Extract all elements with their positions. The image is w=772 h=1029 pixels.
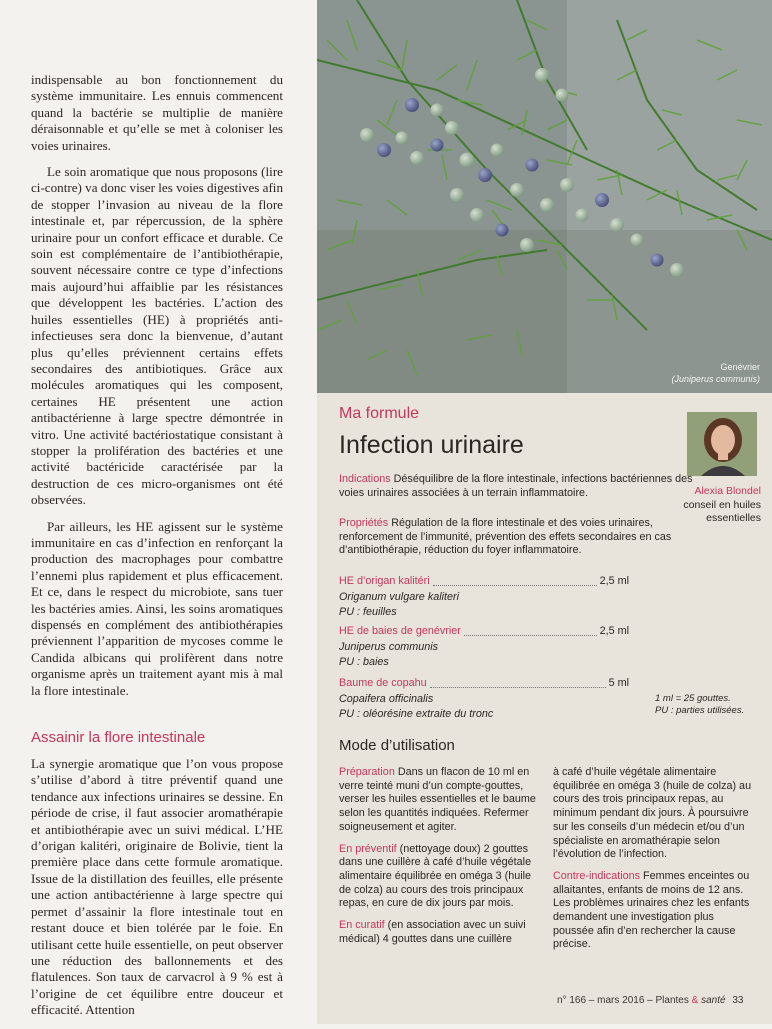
- article-paragraph: Par ailleurs, les HE agissent sur le système immunitaire en cas d’infection en renforçant la production des macrophages pour combattre l’ennemi plus rapidement et plus efficacement. Et ce, dans le respect du microbiote, sans tuer les bactéries amies. Ainsi, les soins aromatiques dispensés en complément des antibiothérapies préviennent l’apparition de mycoses comme le Candida albicans qui prolifèrent dans notre organisme après un traitement ayant mis à mal la flore intestinale.: [31, 518, 283, 698]
- ingredient-qty: 5 ml: [608, 677, 629, 689]
- preparation: [339, 766, 539, 835]
- ingredient-qty: 2,5 ml: [599, 625, 629, 637]
- ingredient: [339, 676, 629, 723]
- ingredient: [339, 624, 629, 671]
- page-footer: [557, 995, 743, 1006]
- juniper-photo: [317, 0, 772, 393]
- ingredient-name: HE d’origan kalitéri: [339, 575, 430, 587]
- preventive-label: En préventif: [339, 842, 397, 855]
- dosage-note: [655, 693, 765, 717]
- mode-right-column: [553, 766, 753, 960]
- preparation-text: Dans un flacon de 10 ml en verre teinté muni d’un compte-gouttes, verser les huiles essentielles et le baume selon les quantités indiquées. Refermer soigneusement et agiter.: [339, 766, 536, 833]
- curative: [339, 919, 539, 946]
- issue-info: n° 166 – mars 2016 –: [557, 995, 653, 1006]
- properties-label: Propriétés: [339, 517, 389, 529]
- article-paragraph: Le soin aromatique que nous proposons (lire ci-contre) va donc viser les voies digestives afin de stopper l’invasion au niveau de la flore intestinale et, par répercussion, de la sphère urinaire pour un confort efficace et durable. Ce soin est complémentaire de l’antibiothérapie, souvent nécessaire contre ce type d’infections mais aujourd’hui affaiblie par les résistances que développent les bactéries. L’action des huiles essentielles (HE) à propriétés anti-infectieuses sera donc la bienvenue, d’autant plus qu’elles préviennent certains effets secondaires des antibiotiques. Grâce aux molécules aromatiques qui les composent, certaines HE présentent une action antibactérienne à large spectre démontrée in vitro. Une activité bactériostatique consistant à stopper la prolifération des bactéries et une activité bactéricide caractérisée par la destruction de ces micro-organismes ont été observées.: [31, 164, 283, 508]
- page-number: 33: [732, 995, 744, 1006]
- author-portrait: [687, 412, 757, 476]
- formula-kicker: Ma formule: [339, 405, 420, 422]
- mode-title: Mode d’utilisation: [339, 737, 455, 754]
- magazine-ampersand: &: [691, 995, 699, 1006]
- contraindications-label: Contre-indications: [553, 869, 641, 882]
- ingredient-qty: 2,5 ml: [599, 575, 629, 587]
- indications-text: Déséquilibre de la flore intestinale, infections bactériennes des voies urinaires associées à un terrain inflammatoire.: [339, 473, 693, 499]
- ingredient-part: PU : oléorésine extraite du tronc: [339, 708, 494, 720]
- preparation-label: Préparation: [339, 766, 395, 778]
- indications-label: Indications: [339, 473, 391, 485]
- author-avatar: [687, 412, 757, 476]
- curative-label: En curatif: [339, 919, 385, 932]
- section-heading: Assainir la flore intestinale: [31, 729, 206, 747]
- mode-left-column: [339, 766, 539, 954]
- curative-text: (en association avec un suivi médical) 4 gouttes dans une cuillère: [339, 919, 526, 945]
- preventive-text: (nettoyage doux) 2 gouttes dans une cuillère à café d’huile végétale alimentaire équilibrée en oméga 3 (huile de colza) au cours des trois principaux repas, en cure de dix jours par mois.: [339, 842, 532, 910]
- author-role: conseil en huiles essentielles: [683, 498, 761, 524]
- article-paragraph: indispensable au bon fonctionnement du système immunitaire. Les ennuis commencent quand la bactérie se multiplie de manière déraisonnable et qu’elle se met à coloniser les voies urinaires.: [31, 72, 283, 153]
- curative-continued: à café d’huile végétale alimentaire équilibrée en oméga 3 (huile de colza) au cours des trois principaux repas, au minimum pendant dix jours. À poursuivre sur les conseils d’un médecin et/ou d’un spécialiste en aromathérapie selon l’évolution de l’infection.: [553, 766, 752, 861]
- ingredient-name: HE de baies de genévrier: [339, 625, 461, 637]
- note-line: 1 ml = 25 gouttes.: [655, 693, 731, 704]
- caption-latin: (Juniperus communis): [671, 374, 760, 384]
- article-left-column: [31, 72, 283, 1029]
- magazine-name-2: santé: [701, 995, 726, 1006]
- ingredient: [339, 574, 629, 621]
- formula-box: [317, 393, 772, 1024]
- ingredient-name: Baume de copahu: [339, 677, 427, 689]
- author-name: Alexia Blondel: [694, 485, 761, 497]
- photo-caption: [671, 361, 760, 385]
- formula-title: Infection urinaire: [339, 431, 524, 459]
- magazine-name: Plantes: [655, 995, 689, 1006]
- note-line: PU : parties utilisées.: [655, 705, 745, 716]
- contraindications: [553, 870, 753, 952]
- properties-text: Régulation de la flore intestinale et des voies urinaires, renforcement de l’immunité, prévention des effets secondaires en cas d’antibiothérapie, réduction du foyer inflammatoire.: [339, 517, 672, 557]
- ingredient-part: PU : baies: [339, 656, 389, 668]
- ingredient-latin: Juniperus communis: [339, 640, 439, 653]
- juniper-illustration: [317, 0, 772, 393]
- article-paragraph: La synergie aromatique que l’on vous propose s’utilise d’abord à titre préventif quand une tendance aux infections urinaires se dessine. En période de crise, il faut associer aromathérapie et antibiothérapie avec un suivi médical. L’HE d’origan kalitéri, originaire de Bolivie, tient la première place dans cette formule aromatique. Issue de la distillation des feuilles, elle présente une action antibactérienne à large spectre qui permet d’assainir la flore intestinale tout en restant douce et bien tolérée par le foie. En utilisant cette huile essentielle, on peut observer une réduction des ballonnements et des flatulences. Son taux de carvacrol à 9 % est à l’origine de cet équilibre entre douceur et efficacité. Attention: [31, 756, 283, 1018]
- ingredient-latin: Origanum vulgare kaliteri: [339, 590, 460, 603]
- contraindications-text: Femmes enceintes ou allaitantes, enfants de moins de 12 ans. Les problèmes urinaires chez les enfants demandent une investigation plus poussée afin d’en rechercher la cause précise.: [553, 869, 750, 951]
- ingredient-part: PU : feuilles: [339, 606, 397, 618]
- properties: [339, 517, 699, 558]
- indications: [339, 473, 699, 500]
- ingredient-latin: Copaifera officinalis: [339, 692, 434, 705]
- caption-name: Genévrier: [720, 362, 760, 372]
- preventive: [339, 843, 539, 912]
